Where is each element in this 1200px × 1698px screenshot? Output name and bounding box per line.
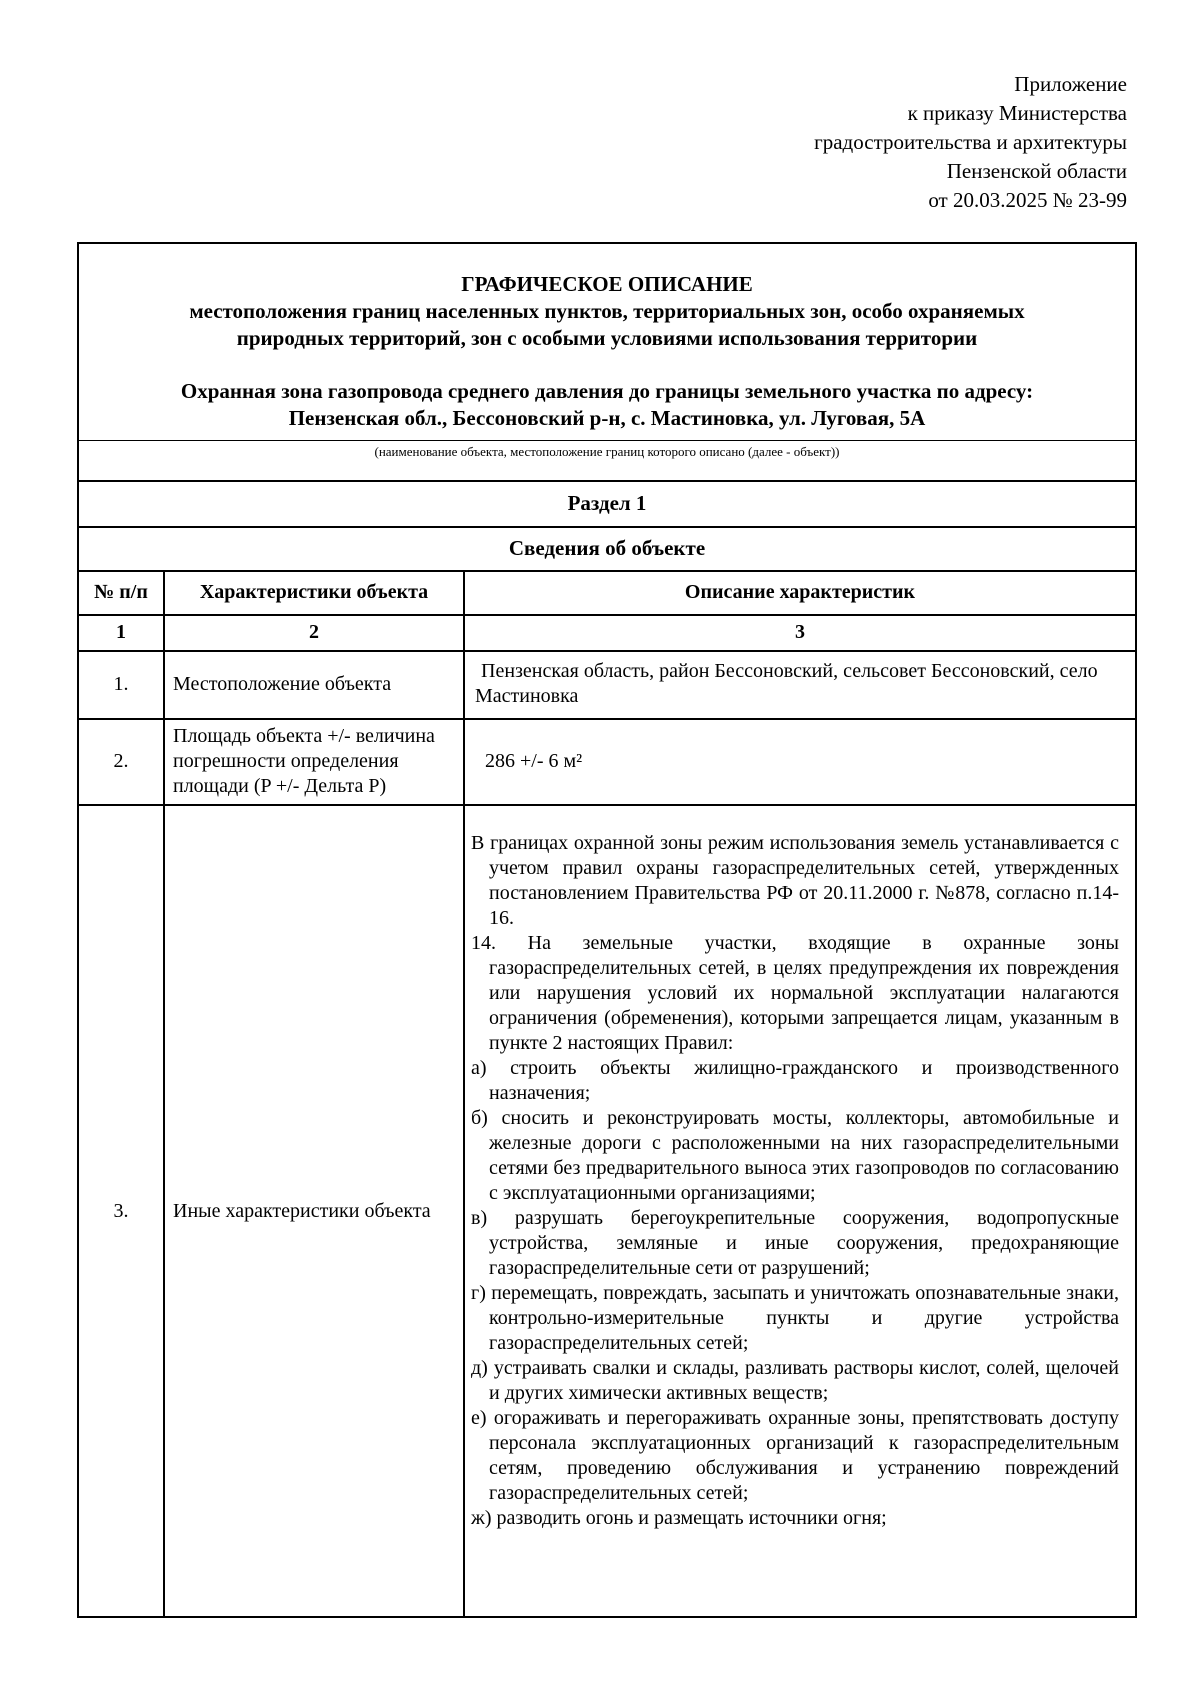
document-subtitle-line: местоположения границ населенных пунктов, территориальных зон, особо охраняемых [189, 299, 1025, 323]
column-divider [163, 570, 165, 1618]
restriction-paragraph: 14. На земельные участки, входящие в охранные зоны газораспределительных сетей, в целях предупреждения их повреждения или нарушения условий их нормальной эксплуатации налагаются ограничения (обременения), которыми запрещается лицам, указанным в пункте 2 настоящих Правил: [471, 932, 1119, 1054]
row-description-restrictions [471, 831, 1119, 1531]
column-header-description: Описание характеристик [684, 580, 916, 603]
row-description: Пензенская область, район Бессоновский, сельсовет Бессоновский, село Мастиновка [475, 660, 1098, 707]
row-number: 2. [113, 749, 129, 772]
object-name-line: Охранная зона газопровода среднего давления до границы земельного участка по адресу: [180, 379, 1034, 403]
document-title: ГРАФИЧЕСКОЕ ОПИСАНИЕ [461, 272, 753, 296]
document-header [79, 244, 1135, 479]
column-divider [463, 570, 465, 1618]
object-caption: (наименование объекта, местоположение границ которого описано (далее - объект)) [374, 444, 840, 459]
section-subtitle: Сведения об объекте [508, 535, 706, 560]
column-header-number: № п/п [94, 580, 148, 603]
object-address-line: Пензенская обл., Бессоновский р-н, с. Мастиновка, ул. Луговая, 5А [288, 406, 926, 430]
approval-date-line: от 20.03.2025 № 23-99 [928, 188, 1127, 212]
restriction-paragraph: В границах охранной зоны режим использования земель устанавливается с учетом правил охраны газораспределительных сетей, утвержденных постановлением Правительства РФ от 20.11.2000 г. №878, согласно п.14-16. [471, 832, 1119, 929]
restriction-item: в) разрушать берегоукрепительные сооружения, водопропускные устройства, земляные и иные сооружения, предохраняющие газораспределительные сети от разрушений; [471, 1207, 1119, 1279]
column-number: 2 [309, 620, 319, 643]
row-number: 3. [113, 1199, 129, 1222]
restriction-item: б) сносить и реконструировать мосты, коллекторы, автомобильные и железные дороги с расположенными на них газораспределительными сетями без предварительного выноса этих газопроводов по согласованию с эксплуатационными организациями; [471, 1107, 1119, 1204]
column-header-characteristic: Характеристики объекта [199, 580, 429, 603]
row-characteristic: Местоположение объекта [173, 672, 392, 695]
row-characteristic: Площадь объекта +/- величина погрешности определения площади (P +/- Дельта P) [173, 724, 435, 797]
restriction-item: е) огораживать и перегораживать охранные зоны, препятствовать доступу персонала эксплуатационных организаций к газораспределительным сетям, проведению обслуживания и устранению повреждений газораспределительных сетей; [471, 1407, 1119, 1504]
section-title: Раздел 1 [567, 490, 647, 515]
row-characteristic: Иные характеристики объекта [173, 1199, 431, 1222]
restriction-item: ж) разводить огонь и размещать источники огня; [471, 1507, 887, 1529]
approval-block [814, 70, 1127, 215]
restriction-item: г) перемещать, повреждать, засыпать и уничтожать опознавательные знаки, контрольно-измерительные пункты и другие устройства газораспределительных сетей; [471, 1282, 1119, 1354]
restriction-item: д) устраивать свалки и склады, разливать растворы кислот, солей, щелочей и других химически активных веществ; [471, 1357, 1119, 1404]
approval-line: Приложение [1014, 72, 1127, 96]
restriction-item: а) строить объекты жилищно-гражданского и производственного назначения; [471, 1057, 1119, 1104]
column-number: 3 [795, 620, 805, 643]
approval-line: градостроительства и архитектуры [814, 130, 1127, 154]
column-number: 1 [116, 620, 126, 643]
row-number: 1. [113, 672, 129, 695]
object-name-underline [79, 440, 1135, 441]
document-table [77, 242, 1137, 1618]
document-subtitle-line: природных территорий, зон с особыми условиями использования территории [236, 326, 978, 350]
row-description: 286 +/- 6 м² [485, 749, 583, 772]
approval-line: Пензенской области [946, 159, 1127, 183]
approval-line: к приказу Министерства [907, 101, 1127, 125]
